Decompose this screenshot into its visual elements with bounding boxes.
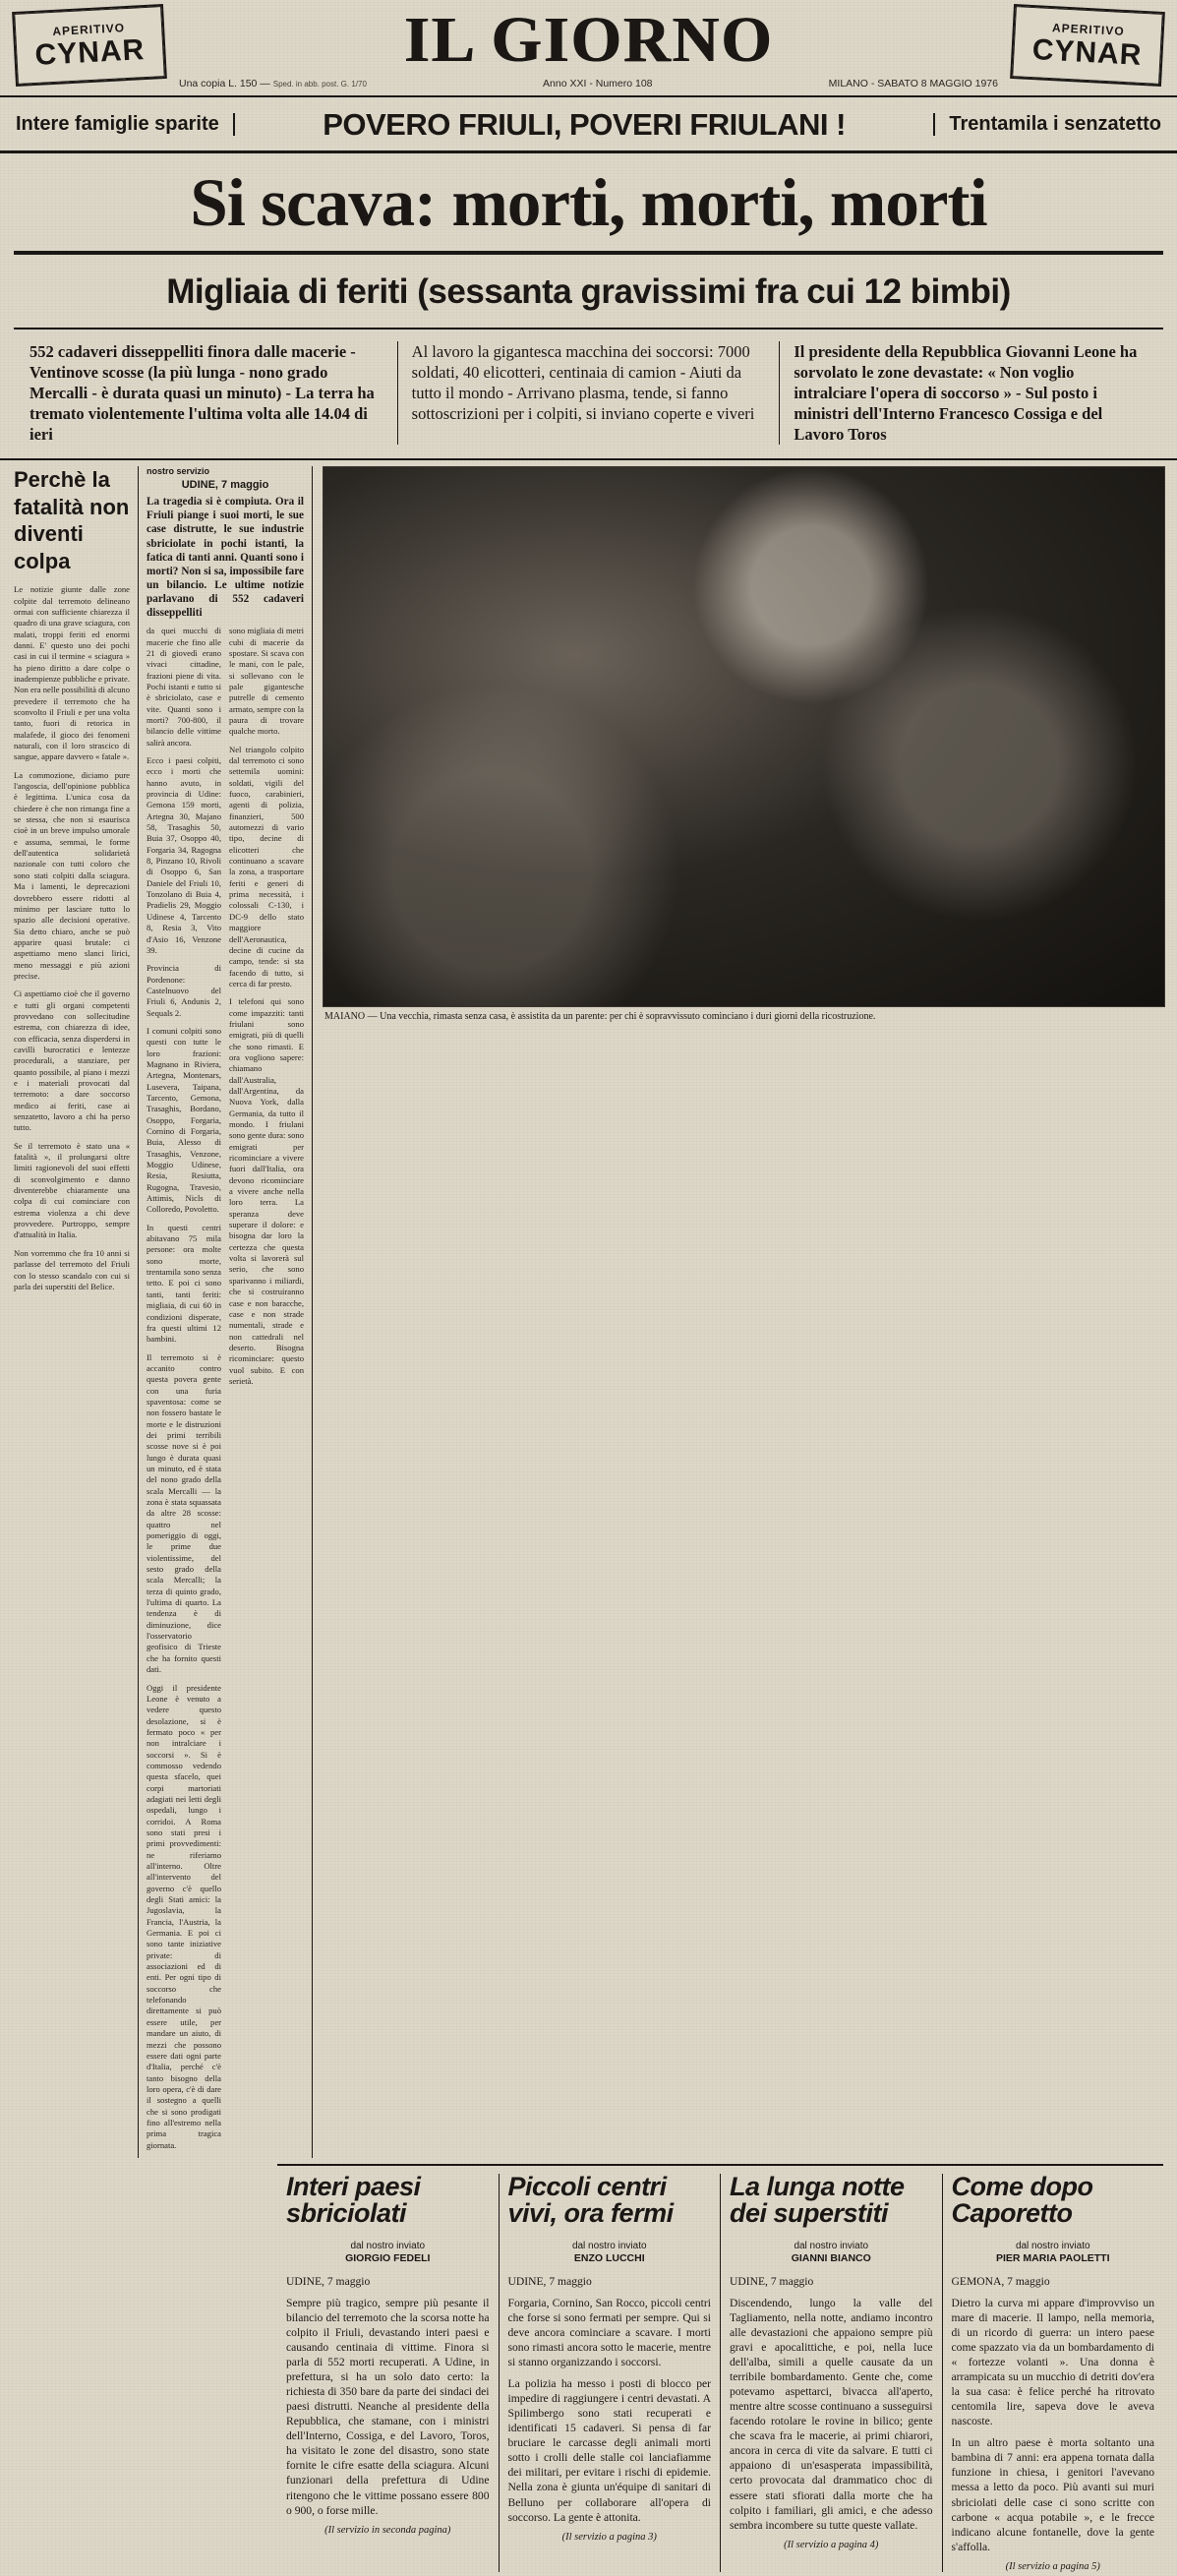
- masthead-place-date: MILANO - SABATO 8 MAGGIO 1976: [828, 77, 998, 90]
- kicker-right: Trentamila i senzatetto: [933, 113, 1161, 136]
- article-1-p1: Sempre più tragico, sempre più pesante il bilancio del terremoto che la scorsa notte ha colpito il Friuli, devastando interi paesi e causando centinaia di vittime. Finora si parla di 552 morti recuperati. A Udine, in prefettura, si ha un solo dato certo: la richiesta di 350 bare da parte dei sindaci dei paesi distrutti. Neanche al presidente della Repubblica, che stamane, con i ministri dell'Interno, Cossiga, e del Lavoro, Toros, ha visitato le zone del disastro, sono state fornite le cifre esatte della sciagura. Alcuni funzionari della prefettura di Udine ritengono che le vittime possano essere 800 o 900, o forse mille.: [286, 2296, 490, 2517]
- article-3-byline: [730, 2240, 933, 2266]
- article-4-byline: [952, 2240, 1155, 2266]
- main-dateline: UDINE, 7 maggio: [181, 479, 269, 492]
- article-1-dateline: UDINE, 7 maggio: [286, 2274, 371, 2288]
- masthead-issue: Anno XXI - Numero 108: [543, 77, 653, 90]
- summary-col-1: 552 cadaveri disseppelliti finora dalle macerie - Ventinove scosse (la più lunga - nono grado Mercalli - è durata quasi un minuto) - La terra ha tremato violentemente l'ultima volta alle 14.04 di ieri: [29, 341, 375, 445]
- article-3-title: La lunga notte dei superstiti: [730, 2171, 905, 2229]
- article-3-author: GIANNI BIANCO: [791, 2252, 871, 2264]
- masthead: [0, 0, 1177, 97]
- main-b-p1: sono migliaia di metri cubi di macerie da spostare. Si scava con le mani, con le pale, si sollevano con le pale gigantesche putrelle di cemento armato, sempre con la paura di trovare qualche morto.: [229, 626, 304, 737]
- article-3-dateline: UDINE, 7 maggio: [730, 2274, 814, 2288]
- masthead-meta: [175, 76, 1002, 95]
- main-col-a: [147, 626, 221, 2158]
- article-4-author: PIER MARIA PAOLETTI: [996, 2252, 1110, 2264]
- article-3-p1: Discendendo, lungo la valle del Tagliamento, nella notte, andiamo incontro alle devastazioni che appaiono sempre più gravi e apocalittiche, e poi, nella luce dell'alba, simili a quelle causate da un terribile bombardamento. Gente che, come potevamo aspettarci, bivacca all'aperto, mentre altre scosse continuano a susseguirsi facendo rotolare le rovine in bilico; gente che scava fra le macerie, ai primi chiarori, ancora in cerca di vite da salvare. E tutti ci appaiono di un'esasperata impassibilità, certo provocata dal drammatico choc di essere stati sfiorati dalla morte che ha colpito i familiari, gli amici, e che adesso sembra incombere su tutte queste vallate.: [730, 2296, 933, 2532]
- main-a-p6: Il terremoto si è accanito contro questa povera gente con una furia spaventosa: come se non fossero bastate le morte e le distruzioni dei primi terribili scosse nove si è poi lungo è durata quasi un minuto, ed è stata del nono grado della scala Mercalli — la zona è stata squassata da altre 28 scosse: quattro nel pomeriggio di oggi, le prime due violentissime, del sesto grado della scala Mercalli; la terza di quinto grado, l'ultima di quarto. La tendenza è di diminuzione, dice l'osservatorio geofisico di Trieste che ha fornito questi dati.: [147, 1351, 221, 1675]
- article-2-dateline: UDINE, 7 maggio: [507, 2274, 592, 2288]
- main-a-p3: Provincia di Pordenone: Castelnuovo del Friuli 6, Andunis 2, Sequals 2.: [147, 963, 221, 1018]
- ad-right-brand: CYNAR: [1030, 33, 1144, 72]
- ad-cynar-left: [12, 4, 167, 87]
- article-piccoli-centri: [499, 2171, 721, 2572]
- article-3-body: [730, 2274, 933, 2533]
- main-b-p2: Nel triangolo colpito dal terremoto ci sono settemila uomini: soldati, vigili del fuoco, carabinieri, agenti di polizia, finanzieri, 500 automezzi di vario tipo, decine di elicotteri che continuano a scavare la zona, a trasportare feriti e generi di prima necessità, i colossali C-130, i DC-9 dello stato maggiore dell'Aeronautica, decine di cucine da campo, tende: si sta facendo di tutto, si cerca di far presto.: [229, 744, 304, 988]
- article-1-continued: (Il servizio in seconda pagina): [324, 2524, 451, 2536]
- editorial-p2: La commozione, diciamo pure l'angoscia, dell'opinione pubblica è legittima. L'unica cosa da chiedere è che non rimanga fine a se stessa, che non si esaurisca cioè in un breve impulso umorale e assuma, semmai, le forme dell'autentica solidarietà nazionale con tutti coloro che sono stati colpiti dalla sciagura. Ma i lamenti, le deprecazioni dovrebbero essere ridotti al minimo per lasciare tutto lo spazio alle decisioni operative. Sia detto chiaro, anche se può apparire quasi brutale: ci aspettiamo meno slanci lirici, meno messaggi e più azioni precise.: [14, 769, 130, 981]
- main-a-p1: da quei mucchi di macerie che fino alle 21 di giovedì erano vivaci cittadine, frazioni piene di vita. Pochi istanti e tutto si è sbriciolato, case e vite. Quanti sono i morti? 700-800, il bilancio delle vittime salirà ancora.: [147, 626, 221, 748]
- editorial-body: [14, 584, 130, 1292]
- kicker-row: [0, 97, 1177, 153]
- summary-col-3: Il presidente della Repubblica Giovanni Leone ha sorvolato le zone devastate: « Non voglio intralciare l'opera di soccorso » - Sul posto i ministri dell'Interno Francesco Cossiga e del Lavoro Toros: [794, 341, 1138, 445]
- sub-headline: Migliaia di feriti (sessanta gravissimi fra cui 12 bimbi): [166, 271, 1011, 311]
- article-interi-paesi: [277, 2171, 499, 2572]
- main-col-b: [229, 626, 304, 2158]
- editorial-p3: Ci aspettiamo cioè che il governo e tutti gli organi competenti provvedano con sollecitudine estrema, con chiarezza di idee, con efficacia, senza disperdersi in cavilli burocratici e lentezze procedurali, a stanziare, per quanto possibile, al piano i mezzi e i materiali provocati dal terremoto: a dare soccorso medico ai feriti, case ai senzatetto, lavoro a chi ha perso tutto.: [14, 988, 130, 1133]
- ad-right-line1: APERITIVO: [1051, 21, 1125, 38]
- main-a-p7: Oggi il presidente Leone è venuto a vedere questo desolazione, si è fermato poco « per non intralciare i soccorsi ». Si è commosso vedendo questa sfacelo, quei corpi martoriati adagiati nei letti degli ospedali, lungo i corridoi. A Roma sono stati presi i primi provvedimenti: ne riferiamo all'interno. Oltre all'intervento del governo c'è quello degli Stati amici: la Jugoslavia, la Francia, l'Austria, la Germania. E poi ci sono tante iniziative private: di associazioni ed di enti. Per ogni tipo di soccorso che telefonando direttamente si può essere utile, per mandare un aiuto, di mezzi che possono essere dati ogni parte d'Italia, perché c'è tanto bisogno della loro opera, c'è di dare il sostegno a quelli che si sono prodigati fino all'estremo nella prima tragica giornata.: [147, 1682, 221, 2150]
- editorial-p1: Le notizie giunte dalle zone colpite dal terremoto delineano ormai con sufficiente chiarezza il quadro di una grave sciagura, con malati, troppi feriti ed enormi danni. E' questo uno dei pochi casi in cui il termine « sciagura » ha pieno diritto a dare colpe o inadempienze pubbliche e private. Non era nelle possibilità di alcuno prevedere il terremoto che ha sconvolto il Friuli e per una volta tanto, fuori di retorica in malafede, il gioco dei fenomeni naturali, con il loro strascico di sangue, appare davvero « fatale ».: [14, 584, 130, 762]
- article-1-title: Interi paesi sbriciolati: [286, 2171, 421, 2229]
- masthead-center: [165, 4, 1012, 95]
- editorial-title: Perchè la fatalità non diventi colpa: [14, 467, 130, 573]
- article-1-role: dal nostro inviato: [350, 2241, 426, 2251]
- article-1-body: [286, 2274, 490, 2518]
- photo-caption: MAIANO — Una vecchia, rimasta senza casa, è assistita da un parente: per chi è sopravvissuto cominciano i duri giorni della ricostruzione.: [324, 1011, 876, 1023]
- article-2-body: [508, 2274, 712, 2525]
- article-1-byline: [286, 2240, 490, 2266]
- masthead-price: [179, 78, 367, 90]
- main-headline: Si scava: morti, morti, morti: [190, 164, 987, 240]
- article-2-byline: [508, 2240, 712, 2266]
- article-4-title: Come dopo Caporetto: [951, 2171, 1093, 2229]
- article-4-body: [952, 2274, 1155, 2554]
- article-lunga-notte: [720, 2171, 942, 2572]
- ad-cynar-right: [1010, 4, 1165, 87]
- service-label: nostro servizio: [147, 466, 210, 477]
- main-b-p3: I telefoni qui sono come impazziti: tanti friulani sono emigrati, più di quelli che sono rimasti. E ora vogliono sapere: chiamano dall'Australia, dall'Argentina, da Nuova York, dalla Germania, da tutto il mondo. I friulani sono gente dura: sono emigrati per ricominciare a vivere fuori dall'Italia, ora devono ricominciare a vivere anche nella loro terra. La speranza deve superare il dolore: e bisogna dar loro la certezza che questa volta si lavorerà sul serio, che sono sparivanno i miliardi, che si costruiranno case e non baracche, case e non strade numentali, strade e non cattedrali nel deserto. Bisogna ricominciare: questo vuol subito. E con serietà.: [229, 996, 304, 1386]
- article-4-p2: In un altro paese è morta soltanto una bambina di 7 anni: era appena tornata dalla funzione in chiesa, i genitori l'avevano messa a letto da poco. Più avanti sui muri sbriciolati delle case ci sono scritte con carbone « acqua potabile », e le frecce indicano alcune fontanelle, dove la gente s'affolla.: [951, 2436, 1154, 2553]
- page-title: IL GIORNO: [403, 4, 774, 76]
- article-4-dateline: GEMONA, 7 maggio: [951, 2274, 1050, 2288]
- ad-left-line1: APERITIVO: [52, 21, 126, 38]
- kicker-left: Intere famiglie sparite: [16, 113, 235, 136]
- article-3-continued: (Il servizio a pagina 4): [784, 2539, 879, 2550]
- masthead-price-sub: Sped. in abb. post. G. 1/70: [272, 79, 367, 89]
- main-lead: La tragedia si è compiuta. Ora il Friuli piange i suoi morti, le sue case distrutte, le sue industrie sbriciolate in pochi istanti, la fatica di tanti anni. Quanti sono i morti? Non si sa, impossibile fare un bilancio. Le ultime notizie parlavano di 552 cadaveri disseppelliti: [147, 496, 304, 620]
- article-2-p1: Forgaria, Cornino, San Rocco, piccoli centri che forse si sono fermati per sempre. Qui si deve ancora cominciare a scavare. I morti sono rimasti ancora sotto le macerie, mentre si stanno organizzando i soccorsi.: [507, 2296, 711, 2368]
- article-4-p1: Dietro la curva mi appare d'improvviso un mare di macerie. Il lampo, nella memoria, di un ricordo di guerra: un intero paese come spazzato via da un bombardamento di « fortezze volanti ». Una donna è arrampicata su un mucchio di detriti dov'era la sua casa: è felice perché ha ritrovato centomila lire, sapeva dove le aveva nascoste.: [951, 2296, 1154, 2428]
- article-2-role: dal nostro inviato: [571, 2241, 647, 2251]
- editorial-p4: Se il terremoto è stato una « fatalità », il prolungarsi oltre limiti ragionevoli del suoi effetti di sconvolgimento e danno diventerebbe chiaramente una colpa di cui cominciare con estrema violenza a chi deve provvedere. Purtroppo, sempre d'attualità in Italia.: [14, 1140, 130, 1240]
- photo-column: [313, 466, 1163, 2158]
- main-story-column: [139, 466, 313, 2158]
- summary-row: [0, 329, 1177, 459]
- bottom-articles: [277, 2164, 1163, 2572]
- kicker-center: POVERO FRIULI, POVERI FRIULANI !: [323, 106, 846, 142]
- body-area: [0, 458, 1177, 2158]
- main-a-p5: In questi centri abitavano 75 mila persone: ora molte sono morte, trentamila sono senza tetto. E poi ci sono tanti, tanti feriti: migliaia, di cui 60 in condizioni disperate, fra questi ultimi 12 bambini.: [147, 1222, 221, 1345]
- earthquake-photo: [323, 466, 1165, 1007]
- article-4-role: dal nostro inviato: [1015, 2241, 1090, 2251]
- article-2-continued: (Il servizio a pagina 3): [561, 2531, 657, 2543]
- article-3-role: dal nostro inviato: [794, 2241, 869, 2251]
- main-subcolumns: [147, 626, 304, 2158]
- editorial-p5: Non vorremmo che fra 10 anni si parlasse del terremoto del Friuli con lo stesso scandalo con cui si parla dei superstiti del Belice.: [14, 1247, 130, 1291]
- article-1-author: GIORGIO FEDELI: [345, 2252, 431, 2264]
- editorial-column: [14, 466, 139, 2158]
- article-2-author: ENZO LUCCHI: [573, 2252, 645, 2264]
- main-a-p2: Ecco i paesi colpiti, ecco i morti che hanno avuto, in provincia di Udine: Gemona 159 morti, Artegna 30, Majano 58, Trasaghis 50, Buia 37, Osoppo 40, Forgaria 34, Ragogna 8, Pinzano 10, Rivoli di Osoppo 6, San Daniele del Friuli 10, Tonzolano di Buia 4, Pradielis 29, Moggio Udinese 4, Tarcento 8, Resia 3, Vito d'Asio 16, Venzone 39.: [147, 755, 221, 955]
- article-come-dopo-caporetto: [942, 2171, 1164, 2572]
- article-2-p2: La polizia ha messo i posti di blocco per impedire di raggiungere i centri devastati. A Spilimbergo sono stati recuperati e identificati 15 cadaveri. Si pensa di far bruciare le carcasse degli animali morti sotto i crolli delle stalle coi lanciafiamme dei militari, per evitare i rischi di epidemie. Nella zona è giunta un'équipe di sanitari di Belluno per collaborare all'opera di soccorso. La gente è attonita.: [507, 2377, 711, 2524]
- article-4-continued: (Il servizio a pagina 5): [1005, 2560, 1100, 2572]
- masthead-price-value: Una copia L. 150 —: [179, 77, 270, 90]
- ad-left-brand: CYNAR: [33, 33, 147, 72]
- main-a-p4: I comuni colpiti sono questi con tutte le loro frazioni: Magnano in Riviera, Artegna, Montenars, Lusevera, Taipana, Tarcento, Gemona, Trasaghis, Bordano, Osoppo, Forgaria, Cornino di Forgaria, Buia, Alesso di Trasaghis, Venzone, Moggio Udinese, Resia, Resiutta, Rugogna, Travesio, Attimis, Nicls di Colloredo, Povoletto.: [147, 1025, 221, 1215]
- summary-col-2: Al lavoro la gigantesca macchina dei soccorsi: 7000 soldati, 40 elicotteri, centinaia di camion - Aiuti da tutto il mondo - Arrivano plasma, tende, si fanno sottoscrizioni per i colpiti, si inviano coperte e viveri: [397, 341, 781, 446]
- article-2-title: Piccoli centri vivi, ora fermi: [507, 2171, 674, 2229]
